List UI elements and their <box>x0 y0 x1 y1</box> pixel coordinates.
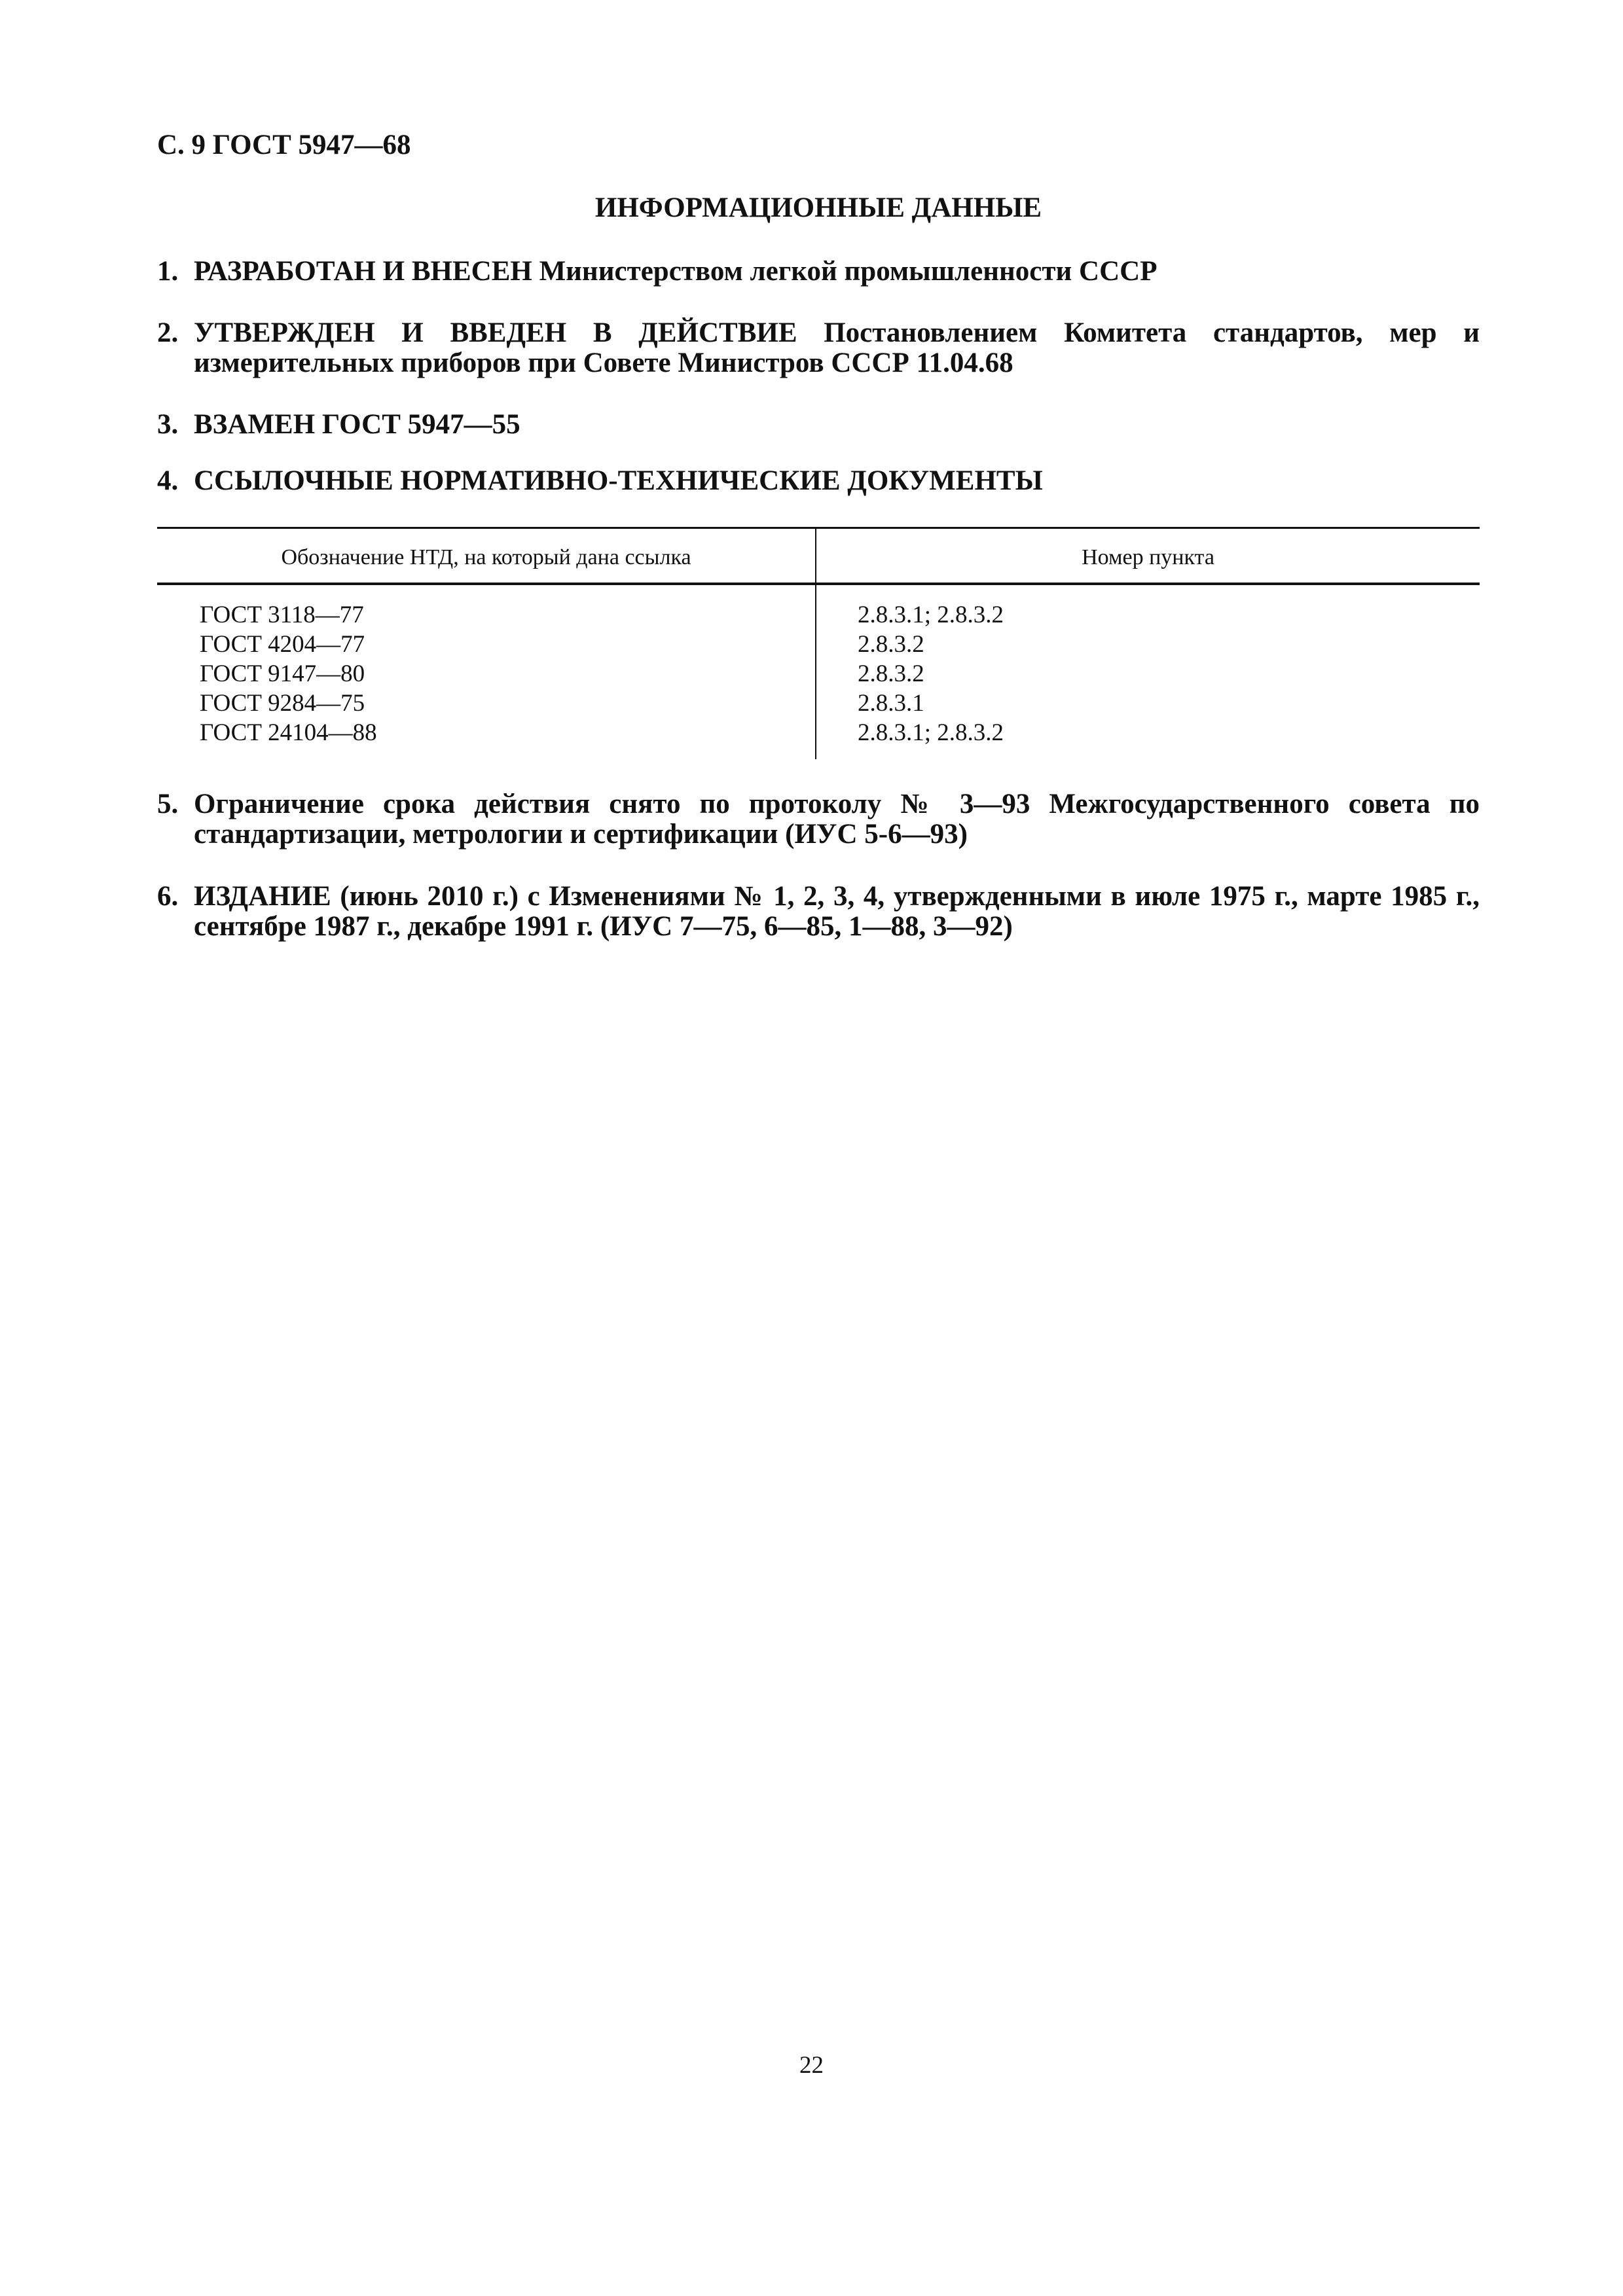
table-cell-clause: 2.8.3.1; 2.8.3.2 <box>858 601 1004 628</box>
item-number: 6. <box>157 881 179 912</box>
table-cell-document: ГОСТ 9284—75 <box>200 690 365 717</box>
table-cell-clause: 2.8.3.1 <box>858 690 924 717</box>
info-item-4 <box>157 466 1480 496</box>
table-cell-document: ГОСТ 9147—80 <box>200 660 365 687</box>
table-cell-document: ГОСТ 4204—77 <box>200 631 365 658</box>
item-text: УТВЕРЖДЕН И ВВЕДЕН В ДЕЙСТВИЕ Постановлением Комитета стандартов, мер и измерительных приборов при Совете Министров СССР 11.04.68 <box>194 317 1480 378</box>
page-header: С. 9 ГОСТ 5947—68 <box>157 130 411 160</box>
item-text: ССЫЛОЧНЫЕ НОРМАТИВНО-ТЕХНИЧЕСКИЕ ДОКУМЕНТЫ <box>194 465 1043 496</box>
item-text: ВЗАМЕН ГОСТ 5947—55 <box>194 409 520 440</box>
item-number: 3. <box>157 409 179 440</box>
info-item-5 <box>157 789 1480 850</box>
item-number: 2. <box>157 317 179 348</box>
table-header-clause: Номер пункта <box>1082 545 1214 569</box>
item-number: 5. <box>157 789 179 819</box>
table-cell-clause: 2.8.3.2 <box>858 660 924 687</box>
table-header-rule <box>157 583 1480 585</box>
table-cell-document: ГОСТ 24104—88 <box>200 719 377 746</box>
info-item-6 <box>157 882 1480 942</box>
info-item-3 <box>157 410 1480 440</box>
table-cell-document: ГОСТ 3118—77 <box>200 601 364 628</box>
reference-table <box>157 527 1480 759</box>
section-title: ИНФОРМАЦИОННЫЕ ДАННЫЕ <box>594 192 1042 223</box>
document-column <box>200 600 377 747</box>
table-cell-clause: 2.8.3.1; 2.8.3.2 <box>858 719 1004 746</box>
page-number: 22 <box>799 2052 824 2079</box>
item-number: 4. <box>157 465 179 496</box>
clause-column <box>858 600 1004 747</box>
item-text: Ограничение срока действия снято по протоколу № 3—93 Межгосударственного совета по стандартизации, метрологии и сертификации (ИУС 5-6—93) <box>194 789 1480 850</box>
info-item-2 <box>157 318 1480 378</box>
table-header-document: Обозначение НТД, на который дана ссылка <box>281 545 691 569</box>
table-cell-clause: 2.8.3.2 <box>858 631 924 658</box>
item-number: 1. <box>157 256 179 287</box>
table-top-rule <box>157 527 1480 529</box>
info-item-1 <box>157 257 1480 287</box>
item-text: РАЗРАБОТАН И ВНЕСЕН Министерством легкой промышленности СССР <box>194 256 1158 287</box>
item-text: ИЗДАНИЕ (июнь 2010 г.) с Изменениями № 1, 2, 3, 4, утвержденными в июле 1975 г., марте 1985 г., сентябре 1987 г., декабре 1991 г. (ИУС 7—75, 6—85, 1—88, 3—92) <box>194 881 1480 942</box>
